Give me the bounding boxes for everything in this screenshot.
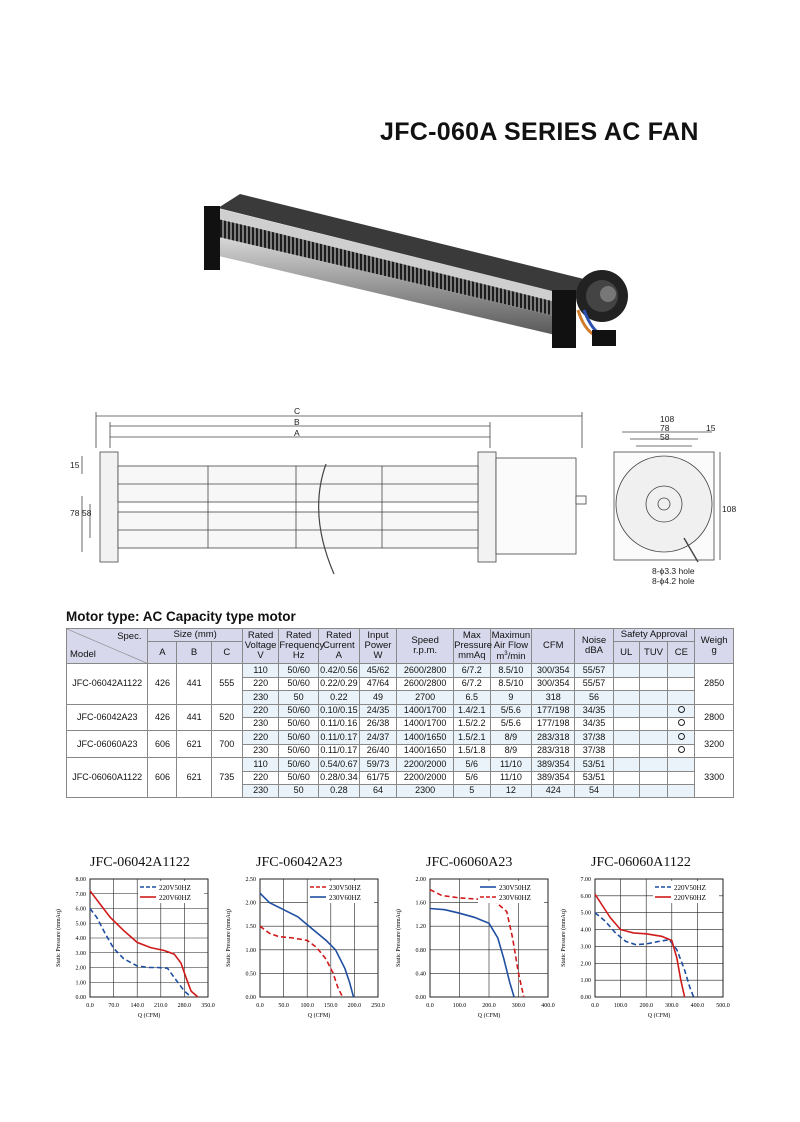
end-dim-58: 58: [660, 432, 670, 442]
input-power-header: Input Power W: [359, 629, 397, 664]
dim-58: 58: [82, 508, 92, 518]
db-cell: 37/38: [575, 731, 614, 744]
hz-cell: 50/60: [279, 744, 319, 757]
x-tick-label: 100.0: [613, 1003, 628, 1009]
x-tick-label: 400.0: [690, 1003, 705, 1009]
v-cell: 110: [242, 758, 278, 771]
weight-cell: 2800: [695, 704, 734, 731]
v-cell: 230: [242, 744, 278, 757]
y-tick-label: 0.40: [415, 971, 426, 978]
rpm-cell: 2600/2800: [397, 677, 454, 690]
y-tick-label: 6.00: [75, 906, 86, 913]
x-tick-label: 280.0: [177, 1003, 192, 1009]
tuv-cell: [639, 717, 668, 730]
cur-cell: 0.11/0.16: [318, 717, 359, 730]
x-tick-label: 0.0: [426, 1003, 434, 1009]
p-cell: 1.5/2.2: [454, 717, 490, 730]
table-row: [67, 664, 734, 677]
ul-cell: [613, 784, 639, 797]
tuv-cell: [639, 744, 668, 757]
table-row: [67, 731, 734, 744]
db-cell: 55/57: [575, 664, 614, 677]
chart-title: JFC-06060A1122: [591, 855, 691, 870]
dim-c: C: [294, 406, 301, 416]
y-axis-label: Static Pressure (mmAq): [56, 909, 62, 967]
v-cell: 220: [242, 731, 278, 744]
y-tick-label: 4.00: [580, 927, 591, 934]
ul-cell: [613, 704, 639, 717]
dim-b: B: [294, 417, 300, 427]
chart-jfc-06060a1122: [545, 855, 745, 1025]
x-tick-label: 70.0: [108, 1003, 119, 1009]
model-name-cell: JFC-06042A1122: [67, 664, 148, 704]
rpm-cell: 2600/2800: [397, 664, 454, 677]
p-cell: 5/6: [454, 771, 490, 784]
ce-cell: [668, 744, 695, 757]
db-cell: 56: [575, 691, 614, 704]
y-tick-label: 0.00: [75, 995, 86, 1001]
db-cell: 34/35: [575, 717, 614, 730]
p-cell: 6/7.2: [454, 677, 490, 690]
x-axis-label: Q (CFM): [477, 1013, 501, 1019]
af-cell: 12: [490, 784, 532, 797]
ce-cell: [668, 691, 695, 704]
ce-header: CE: [668, 642, 695, 664]
ce-cell: [668, 704, 695, 717]
spec-table: [66, 628, 734, 798]
y-tick-label: 7.00: [75, 891, 86, 898]
tuv-cell: [639, 771, 668, 784]
y-tick-label: 0.80: [415, 947, 426, 954]
cfm-header: CFM: [532, 629, 575, 664]
size-c-cell: 735: [211, 758, 242, 798]
size-c-cell: 520: [211, 704, 242, 731]
ce-approved-icon: [678, 706, 685, 713]
legend-label: 220V50HZ: [159, 884, 191, 892]
cfm-cell: 300/354: [532, 677, 575, 690]
cfm-cell: 389/354: [532, 758, 575, 771]
size-a-header: A: [148, 642, 177, 664]
table-row: [67, 758, 734, 771]
tuv-cell: [639, 691, 668, 704]
ce-cell: [668, 758, 695, 771]
hole-note-1: 8-ϕ3.3 hole: [652, 566, 695, 576]
v-cell: 230: [242, 717, 278, 730]
end-dim-15: 15: [706, 423, 716, 433]
y-axis-label: Static Pressure (mmAq): [561, 909, 567, 967]
legend-label: 220V60HZ: [674, 894, 706, 902]
tuv-cell: [639, 704, 668, 717]
v-cell: 110: [242, 664, 278, 677]
w-cell: 49: [359, 691, 397, 704]
chart-title: JFC-06042A23: [256, 855, 343, 870]
tuv-cell: [639, 677, 668, 690]
x-axis-label: Q (CFM): [647, 1013, 671, 1019]
chart-plot: [210, 875, 400, 1027]
y-tick-label: 2.00: [580, 961, 591, 968]
p-cell: 6/7.2: [454, 664, 490, 677]
y-tick-label: 0.00: [245, 995, 256, 1001]
y-tick-label: 5.00: [75, 921, 86, 928]
chart-title: JFC-06060A23: [426, 855, 513, 870]
y-tick-label: 0.50: [245, 971, 256, 978]
hz-cell: 50/60: [279, 758, 319, 771]
cur-cell: 0.11/0.17: [318, 731, 359, 744]
cfm-cell: 318: [532, 691, 575, 704]
w-cell: 64: [359, 784, 397, 797]
rated-current-header: Rated Current A: [318, 629, 359, 664]
p-cell: 5/6: [454, 758, 490, 771]
weight-cell: 2850: [695, 664, 734, 704]
cur-cell: 0.10/0.15: [318, 704, 359, 717]
legend-label: 220V50HZ: [674, 884, 706, 892]
x-tick-label: 140.0: [130, 1003, 144, 1009]
hole-note-2: 8-ϕ4.2 hole: [652, 576, 695, 586]
x-tick-label: 300.0: [511, 1003, 526, 1009]
y-axis-label: Static Pressure (mmAq): [226, 909, 232, 967]
weight-cell: 3300: [695, 758, 734, 798]
size-c-header: C: [211, 642, 242, 664]
v-cell: 230: [242, 691, 278, 704]
ul-cell: [613, 717, 639, 730]
size-c-cell: 700: [211, 731, 242, 758]
y-tick-label: 1.00: [580, 978, 591, 985]
af-cell: 8/9: [490, 731, 532, 744]
ul-cell: [613, 758, 639, 771]
size-b-cell: 441: [177, 704, 211, 731]
af-cell: 5/5.6: [490, 717, 532, 730]
y-tick-label: 1.60: [415, 900, 426, 907]
v-cell: 220: [242, 771, 278, 784]
hz-cell: 50: [279, 784, 319, 797]
x-tick-label: 300.0: [665, 1003, 679, 1009]
hz-cell: 50/60: [279, 731, 319, 744]
y-tick-label: 2.00: [415, 877, 426, 883]
ul-cell: [613, 771, 639, 784]
rated-voltage-header: Rated Voltage V: [242, 629, 278, 664]
ce-cell: [668, 731, 695, 744]
chart-jfc-06042a23: [210, 855, 400, 1025]
size-c-cell: 555: [211, 664, 242, 704]
ce-cell: [668, 664, 695, 677]
rpm-cell: 1400/1700: [397, 717, 454, 730]
db-cell: 53/51: [575, 771, 614, 784]
p-cell: 1.4/2.1: [454, 704, 490, 717]
ce-cell: [668, 784, 695, 797]
y-tick-label: 4.00: [75, 936, 86, 942]
y-tick-label: 3.00: [580, 944, 591, 951]
p-cell: 1.5/1.8: [454, 744, 490, 757]
x-tick-label: 350.0: [201, 1003, 215, 1009]
x-tick-label: 50.0: [278, 1003, 289, 1009]
x-tick-label: 100.0: [452, 1003, 467, 1009]
hz-cell: 50/60: [279, 704, 319, 717]
dimension-drawing: [70, 406, 737, 593]
x-tick-label: 250.0: [371, 1003, 385, 1009]
size-a-cell: 606: [148, 758, 177, 798]
table-row: [67, 704, 734, 717]
x-axis-label: Q (CFM): [307, 1013, 331, 1019]
af-cell: 9: [490, 691, 532, 704]
motor-type-heading: Motor type: AC Capacity type motor: [66, 609, 296, 624]
model-name-cell: JFC-06060A1122: [67, 758, 148, 798]
af-cell: 8.5/10: [490, 677, 532, 690]
cfm-cell: 177/198: [532, 704, 575, 717]
cur-cell: 0.54/0.67: [318, 758, 359, 771]
rated-frequency-header: Rated Frequency Hz: [279, 629, 319, 664]
weight-header: Weigh g: [695, 629, 734, 664]
legend-label: 230V60HZ: [499, 894, 531, 902]
db-cell: 55/57: [575, 677, 614, 690]
dim-a: A: [294, 428, 300, 438]
x-tick-label: 0.0: [591, 1003, 599, 1009]
cur-cell: 0.42/0.56: [318, 664, 359, 677]
tuv-cell: [639, 758, 668, 771]
ce-approved-icon: [678, 719, 685, 726]
rpm-cell: 2200/2000: [397, 771, 454, 784]
legend-label: 230V60HZ: [329, 894, 361, 902]
v-cell: 220: [242, 677, 278, 690]
chart-plot: [380, 875, 570, 1027]
ce-approved-icon: [678, 733, 685, 740]
ul-cell: [613, 691, 639, 704]
chart-title: JFC-06042A1122: [90, 855, 190, 870]
max-air-flow-header: Maximun Air Flow $m^3/\min$: [490, 629, 532, 664]
hz-cell: 50/60: [279, 717, 319, 730]
db-cell: 54: [575, 784, 614, 797]
ce-cell: [668, 717, 695, 730]
size-b-header: B: [177, 642, 211, 664]
end-dim-108: 108: [660, 414, 675, 424]
legend-label: 220V60HZ: [159, 894, 191, 902]
dim-78: 78: [70, 508, 80, 518]
max-pressure-header: Max Pressure mmAq: [454, 629, 490, 664]
spec-model-header: Spec. Model: [67, 629, 148, 664]
y-tick-label: 1.20: [415, 924, 426, 931]
db-cell: 53/51: [575, 758, 614, 771]
ul-cell: [613, 731, 639, 744]
y-tick-label: 1.00: [245, 947, 256, 954]
db-cell: 34/35: [575, 704, 614, 717]
y-tick-label: 1.00: [75, 980, 86, 987]
x-tick-label: 500.0: [716, 1003, 730, 1009]
rpm-cell: 1400/1650: [397, 744, 454, 757]
chart-plot: [40, 875, 230, 1027]
size-b-cell: 621: [177, 758, 211, 798]
x-tick-label: 0.0: [256, 1003, 264, 1009]
rpm-cell: 1400/1700: [397, 704, 454, 717]
rpm-cell: 2700: [397, 691, 454, 704]
safety-approval-header: Safety Approval: [613, 629, 694, 642]
y-tick-label: 1.50: [245, 924, 256, 931]
w-cell: 26/38: [359, 717, 397, 730]
y-tick-label: 2.00: [245, 900, 256, 907]
tuv-cell: [639, 731, 668, 744]
noise-header: Noise dBA: [575, 629, 614, 664]
legend-label: 230V50HZ: [329, 884, 361, 892]
page-title: JFC-060A SERIES AC FAN: [380, 118, 699, 146]
db-cell: 37/38: [575, 744, 614, 757]
y-tick-label: 5.00: [580, 910, 591, 917]
w-cell: 59/73: [359, 758, 397, 771]
rpm-cell: 1400/1650: [397, 731, 454, 744]
tuv-cell: [639, 784, 668, 797]
af-cell: 5/5.6: [490, 704, 532, 717]
p-cell: 1.5/2.1: [454, 731, 490, 744]
cfm-cell: 389/354: [532, 771, 575, 784]
y-tick-label: 0.00: [580, 995, 591, 1001]
size-b-cell: 621: [177, 731, 211, 758]
p-cell: 5: [454, 784, 490, 797]
ul-cell: [613, 744, 639, 757]
y-tick-label: 3.00: [75, 950, 86, 957]
cur-cell: 0.28: [318, 784, 359, 797]
rpm-cell: 2200/2000: [397, 758, 454, 771]
w-cell: 61/75: [359, 771, 397, 784]
cur-cell: 0.28/0.34: [318, 771, 359, 784]
end-dim-108-vertical: 108: [722, 504, 737, 514]
y-axis-label: Static Pressure (mmAq): [396, 909, 402, 967]
y-tick-label: 0.00: [415, 995, 426, 1001]
weight-cell: 3200: [695, 731, 734, 758]
x-axis-label: Q (CFM): [137, 1013, 161, 1019]
dim-15: 15: [70, 460, 80, 470]
speed-header: Speed r.p.m.: [397, 629, 454, 664]
hz-cell: 50: [279, 691, 319, 704]
y-tick-label: 2.00: [75, 965, 86, 972]
cfm-cell: 424: [532, 784, 575, 797]
w-cell: 24/35: [359, 704, 397, 717]
y-tick-label: 7.00: [580, 877, 591, 883]
hz-cell: 50/60: [279, 771, 319, 784]
w-cell: 26/40: [359, 744, 397, 757]
x-tick-label: 150.0: [324, 1003, 338, 1009]
cur-cell: 0.22: [318, 691, 359, 704]
chart-jfc-06060a23: [380, 855, 570, 1025]
v-cell: 230: [242, 784, 278, 797]
af-cell: 8.5/10: [490, 664, 532, 677]
hz-cell: 50/60: [279, 677, 319, 690]
x-tick-label: 100.0: [300, 1003, 314, 1009]
ul-cell: [613, 664, 639, 677]
end-dim-78: 78: [660, 423, 670, 433]
p-cell: 6.5: [454, 691, 490, 704]
tuv-cell: [639, 664, 668, 677]
w-cell: 24/37: [359, 731, 397, 744]
cfm-cell: 177/198: [532, 717, 575, 730]
ul-cell: [613, 677, 639, 690]
x-tick-label: 200.0: [639, 1003, 653, 1009]
chart-plot: [545, 875, 745, 1027]
ce-cell: [668, 771, 695, 784]
cfm-cell: 300/354: [532, 664, 575, 677]
ce-cell: [668, 677, 695, 690]
hz-cell: 50/60: [279, 664, 319, 677]
af-cell: 11/10: [490, 771, 532, 784]
ul-header: UL: [613, 642, 639, 664]
size-a-cell: 606: [148, 731, 177, 758]
y-tick-label: 8.00: [75, 877, 86, 883]
rpm-cell: 2300: [397, 784, 454, 797]
x-tick-label: 200.0: [347, 1003, 362, 1009]
size-header: Size (mm): [148, 629, 242, 642]
x-tick-label: 210.0: [154, 1003, 168, 1009]
af-cell: 8/9: [490, 744, 532, 757]
size-b-cell: 441: [177, 664, 211, 704]
tuv-header: TUV: [639, 642, 668, 664]
x-tick-label: 0.0: [86, 1003, 94, 1009]
ce-approved-icon: [678, 746, 685, 753]
cfm-cell: 283/318: [532, 731, 575, 744]
cfm-cell: 283/318: [532, 744, 575, 757]
cur-cell: 0.22/0.29: [318, 677, 359, 690]
size-a-cell: 426: [148, 704, 177, 731]
model-name-cell: JFC-06060A23: [67, 731, 148, 758]
af-cell: 11/10: [490, 758, 532, 771]
cur-cell: 0.11/0.17: [318, 744, 359, 757]
model-name-cell: JFC-06042A23: [67, 704, 148, 731]
y-tick-label: 2.50: [245, 877, 256, 883]
fan-photo: [200, 178, 640, 358]
v-cell: 220: [242, 704, 278, 717]
w-cell: 47/64: [359, 677, 397, 690]
x-tick-label: 400.0: [541, 1003, 555, 1009]
legend-label: 230V50HZ: [499, 884, 531, 892]
chart-jfc-06042a1122: [40, 855, 230, 1025]
w-cell: 45/62: [359, 664, 397, 677]
size-a-cell: 426: [148, 664, 177, 704]
x-tick-label: 200.0: [482, 1003, 496, 1009]
y-tick-label: 6.00: [580, 893, 591, 900]
